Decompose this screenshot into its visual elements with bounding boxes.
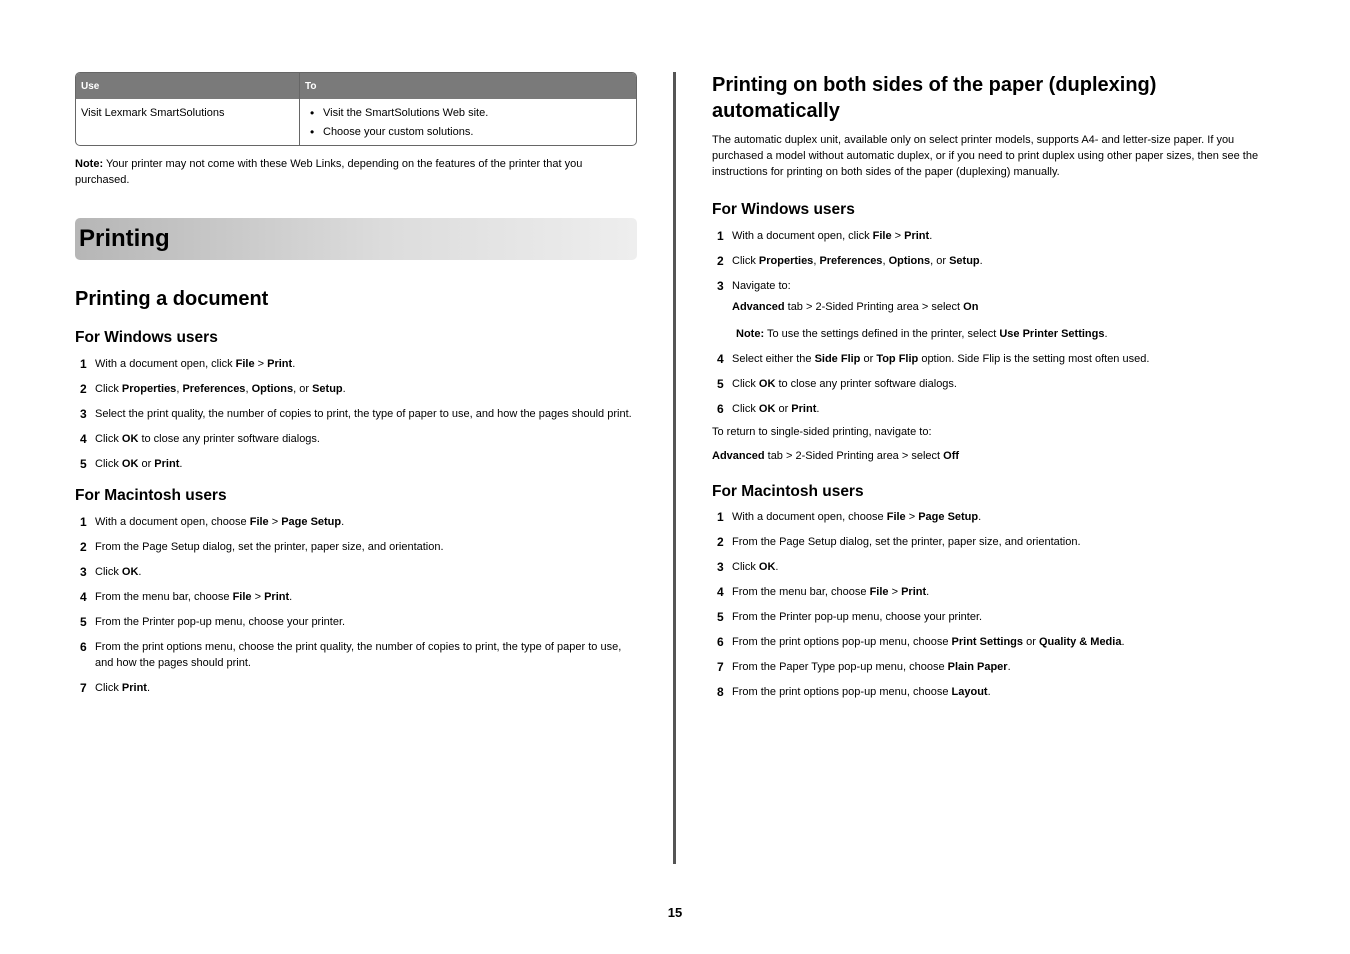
ui-term: Options xyxy=(888,255,931,267)
text-run: . xyxy=(979,255,983,267)
text-run: To use the settings defined in the printer, select xyxy=(764,328,1000,340)
text-run: Click xyxy=(732,378,759,390)
ui-term: Page Setup xyxy=(918,511,979,523)
text-run: From the Paper Type pop-up menu, choose xyxy=(732,661,948,673)
windows-steps xyxy=(712,228,1278,417)
step-item xyxy=(712,559,1278,575)
text-run: , xyxy=(245,383,252,395)
text-run: . xyxy=(1007,661,1011,673)
bullet-item: • Choose your custom solutions. xyxy=(310,124,631,143)
text-run: With a document open, click xyxy=(732,230,873,242)
text-run: From the Printer pop-up menu, choose your printer. xyxy=(732,611,983,623)
text-run: Click xyxy=(732,255,759,267)
ui-term: File xyxy=(886,511,906,523)
ui-term: File xyxy=(869,586,889,598)
step-text xyxy=(732,584,1278,600)
text-run: From the Printer pop-up menu, choose your printer. xyxy=(95,616,346,628)
ui-term: Page Setup xyxy=(281,516,342,528)
step-item xyxy=(712,609,1278,625)
return-path xyxy=(712,448,1278,464)
step-number: 7 xyxy=(80,681,87,695)
windows-steps xyxy=(75,356,637,472)
step-item xyxy=(712,659,1278,675)
step-number: 5 xyxy=(80,457,87,471)
text-run: > xyxy=(268,516,282,528)
step-text xyxy=(732,684,1278,700)
step-text xyxy=(732,609,1278,625)
text-run: . xyxy=(987,686,991,698)
step-item xyxy=(712,509,1278,525)
ui-term: Preferences xyxy=(182,383,246,395)
text-run: > xyxy=(888,586,902,598)
chapter-title: Printing xyxy=(79,225,170,252)
mac-heading: For Macintosh users xyxy=(712,483,864,500)
ui-term: OK xyxy=(121,458,139,470)
text-run: Click xyxy=(95,383,122,395)
text-run: Click xyxy=(95,682,122,694)
text-run: Navigate to: xyxy=(732,280,791,292)
step-text xyxy=(95,514,637,530)
text-run: From the Page Setup dialog, set the printer, paper size, and orientation. xyxy=(732,536,1081,548)
ui-term: OK xyxy=(121,566,139,578)
table-cell-to xyxy=(300,99,636,145)
table-header-to: To xyxy=(305,81,317,92)
step-number: 2 xyxy=(717,254,724,268)
ui-term: Side Flip xyxy=(814,353,861,365)
step-number: 5 xyxy=(717,610,724,624)
table-header-use: Use xyxy=(76,73,300,99)
step-number: 3 xyxy=(717,560,724,574)
ui-term: Print xyxy=(121,682,147,694)
ui-term: File xyxy=(872,230,892,242)
step-number: 5 xyxy=(717,377,724,391)
text-run: Select either the xyxy=(732,353,815,365)
step-number: 3 xyxy=(80,407,87,421)
text-run: Click xyxy=(95,433,122,445)
step-number: 3 xyxy=(80,565,87,579)
text-run: Click xyxy=(732,561,759,573)
text-run: , xyxy=(176,383,183,395)
section-title: Printing a document xyxy=(75,288,269,310)
text-run: or xyxy=(138,458,155,470)
left-column xyxy=(75,72,637,705)
step-item xyxy=(75,381,637,397)
step-text xyxy=(732,253,1278,269)
ui-term: Print xyxy=(791,403,817,415)
ui-term: OK xyxy=(758,403,776,415)
ui-term: Options xyxy=(251,383,294,395)
text-run: From the print options menu, choose the print quality, the number of copies to print, the type of paper to use, and how the pages should print. xyxy=(95,641,622,669)
ui-term: Print Settings xyxy=(951,636,1024,648)
text-run: . xyxy=(929,230,933,242)
step-number: 2 xyxy=(80,382,87,396)
right-column xyxy=(712,72,1278,709)
note-text: Your printer may not come with these Web Links, depending on the features of the printer that you purchased. xyxy=(75,158,583,186)
step-number: 5 xyxy=(80,615,87,629)
text-run: or xyxy=(775,403,792,415)
text-run: Select the print quality, the number of copies to print, the type of paper to use, and how the pages should print. xyxy=(95,408,632,420)
step-item xyxy=(75,539,637,555)
step-item xyxy=(712,401,1278,417)
table-row xyxy=(76,99,636,145)
text-run: to close any printer software dialogs. xyxy=(775,378,957,390)
text-run: . xyxy=(775,561,779,573)
ui-term: Print xyxy=(154,458,180,470)
text-run: From the print options pop-up menu, choose xyxy=(732,636,952,648)
text-run: or xyxy=(860,353,877,365)
text-run: From the print options pop-up menu, choose xyxy=(732,686,952,698)
return-text: To return to single-sided printing, navigate to: xyxy=(712,426,932,438)
step-item xyxy=(75,639,637,671)
step-item xyxy=(712,684,1278,700)
text-run: . xyxy=(342,383,346,395)
step-number: 1 xyxy=(80,515,87,529)
page-number: 15 xyxy=(667,905,683,920)
step-number: 4 xyxy=(80,590,87,604)
step-number: 1 xyxy=(717,229,724,243)
text-run: tab > 2-Sided Printing area > select xyxy=(784,301,964,313)
text-run: option. Side Flip is the setting most often used. xyxy=(918,353,1150,365)
step-item xyxy=(712,253,1278,269)
ui-term: Setup xyxy=(949,255,980,267)
step-item xyxy=(75,614,637,630)
windows-heading: For Windows users xyxy=(712,201,855,218)
ui-term: Advanced xyxy=(712,450,765,462)
chapter-banner xyxy=(75,218,637,260)
step-number: 6 xyxy=(717,402,724,416)
text-run: With a document open, click xyxy=(95,358,236,370)
ui-term: Print xyxy=(264,591,290,603)
text-run: With a document open, choose xyxy=(95,516,250,528)
bullet-item: • Visit the SmartSolutions Web site. xyxy=(310,105,631,124)
text-run: tab > 2-Sided Printing area > select xyxy=(764,450,944,462)
text-run: . xyxy=(289,591,293,603)
step-item xyxy=(712,278,1278,342)
text-run: From the menu bar, choose xyxy=(732,586,870,598)
ui-term: File xyxy=(235,358,255,370)
step-text xyxy=(95,431,637,447)
step-number: 3 xyxy=(717,279,724,293)
duplex-title: Printing on both sides of the paper (duplexing) automatically xyxy=(712,74,1157,122)
text-run: From the Page Setup dialog, set the printer, paper size, and orientation. xyxy=(95,541,444,553)
step-item xyxy=(712,534,1278,550)
step-item xyxy=(75,514,637,530)
step-number: 1 xyxy=(80,357,87,371)
mac-steps xyxy=(712,509,1278,700)
step-number: 1 xyxy=(717,510,724,524)
ui-term: Top Flip xyxy=(876,353,919,365)
text-run: . xyxy=(341,516,345,528)
ui-term: Print xyxy=(904,230,930,242)
text-run: . xyxy=(978,511,982,523)
table-cell-use: Visit Lexmark SmartSolutions xyxy=(76,99,300,145)
text-run: , or xyxy=(930,255,950,267)
web-links-table xyxy=(75,72,637,146)
step-number: 6 xyxy=(80,640,87,654)
ui-term: OK xyxy=(758,378,776,390)
step-number: 2 xyxy=(717,535,724,549)
step-item xyxy=(75,356,637,372)
step-text xyxy=(95,539,637,555)
step-text xyxy=(95,406,637,422)
ui-term: Layout xyxy=(951,686,988,698)
step-item xyxy=(712,634,1278,650)
text-run: . xyxy=(1121,636,1125,648)
step-text xyxy=(95,381,637,397)
step-number: 8 xyxy=(717,685,724,699)
step-item xyxy=(75,680,637,696)
text-run: . xyxy=(926,586,930,598)
mac-steps xyxy=(75,514,637,696)
ui-term: Properties xyxy=(758,255,814,267)
windows-heading: For Windows users xyxy=(75,329,218,346)
ui-term: Properties xyxy=(121,383,177,395)
step-item xyxy=(712,351,1278,367)
step-text xyxy=(95,639,637,671)
step-number: 7 xyxy=(717,660,724,674)
step-number: 2 xyxy=(80,540,87,554)
text-run: , or xyxy=(293,383,313,395)
text-run: Click xyxy=(95,458,122,470)
step-text xyxy=(732,351,1278,367)
step-number: 6 xyxy=(717,635,724,649)
step-number: 4 xyxy=(80,432,87,446)
text-run: Click xyxy=(95,566,122,578)
text-run: With a document open, choose xyxy=(732,511,887,523)
ui-term: Setup xyxy=(312,383,343,395)
step-item xyxy=(75,456,637,472)
ui-term: Quality & Media xyxy=(1038,636,1122,648)
text-run: to close any printer software dialogs. xyxy=(138,433,320,445)
step-number: 4 xyxy=(717,352,724,366)
step-number: 4 xyxy=(717,585,724,599)
ui-term: OK xyxy=(121,433,139,445)
step-text xyxy=(732,401,1278,417)
text-run: . xyxy=(1104,328,1108,340)
step-text xyxy=(732,509,1278,525)
step-item xyxy=(75,431,637,447)
ui-term: Plain Paper xyxy=(947,661,1008,673)
step-text xyxy=(732,659,1278,675)
step-item xyxy=(712,376,1278,392)
text-run: > xyxy=(891,230,905,242)
step-subtext xyxy=(732,299,1278,315)
ui-term: Print xyxy=(267,358,293,370)
text-run: . xyxy=(179,458,183,470)
duplex-intro: The automatic duplex unit, available only on select printer models, supports A4- and letter-size paper. If you purchased a model without automatic duplex, or if you need to print duplex using other paper sizes, then see the instructions for printing on both sides of the paper (duplexing) manually. xyxy=(712,134,1259,178)
ui-term: File xyxy=(232,591,252,603)
step-item xyxy=(75,589,637,605)
ui-term: Preferences xyxy=(819,255,883,267)
note-label: Note: xyxy=(75,158,104,170)
text-run: , xyxy=(813,255,820,267)
text-run: . xyxy=(292,358,296,370)
column-divider xyxy=(673,72,676,864)
step-text xyxy=(95,456,637,472)
ui-term: Off xyxy=(943,450,960,462)
ui-term: Note: xyxy=(736,328,765,340)
text-run: From the menu bar, choose xyxy=(95,591,233,603)
text-run: or xyxy=(1023,636,1039,648)
ui-term: OK xyxy=(758,561,776,573)
web-links-note xyxy=(75,156,637,188)
step-text xyxy=(732,559,1278,575)
ui-term: Use Printer Settings xyxy=(999,328,1105,340)
text-run: , xyxy=(882,255,889,267)
step-item xyxy=(75,564,637,580)
step-text xyxy=(732,376,1278,392)
step-text xyxy=(732,534,1278,550)
ui-term: On xyxy=(963,301,979,313)
ui-term: File xyxy=(249,516,269,528)
text-run: Click xyxy=(732,403,759,415)
text-run: > xyxy=(905,511,919,523)
step-item xyxy=(712,584,1278,600)
step-item xyxy=(75,406,637,422)
step-text xyxy=(732,634,1278,650)
mac-heading: For Macintosh users xyxy=(75,487,227,504)
table-header xyxy=(76,73,636,99)
step-text xyxy=(95,356,637,372)
step-text xyxy=(732,278,1278,342)
step-text xyxy=(732,228,1278,244)
ui-term: Print xyxy=(901,586,927,598)
step-text xyxy=(95,680,637,696)
ui-term: Advanced xyxy=(732,301,785,313)
text-run: > xyxy=(251,591,265,603)
text-run: . xyxy=(138,566,142,578)
step-text xyxy=(95,614,637,630)
step-text xyxy=(95,589,637,605)
step-text xyxy=(95,564,637,580)
step-note xyxy=(732,326,1278,342)
text-run: > xyxy=(254,358,268,370)
text-run: . xyxy=(816,403,820,415)
text-run: . xyxy=(146,682,151,694)
step-item xyxy=(712,228,1278,244)
